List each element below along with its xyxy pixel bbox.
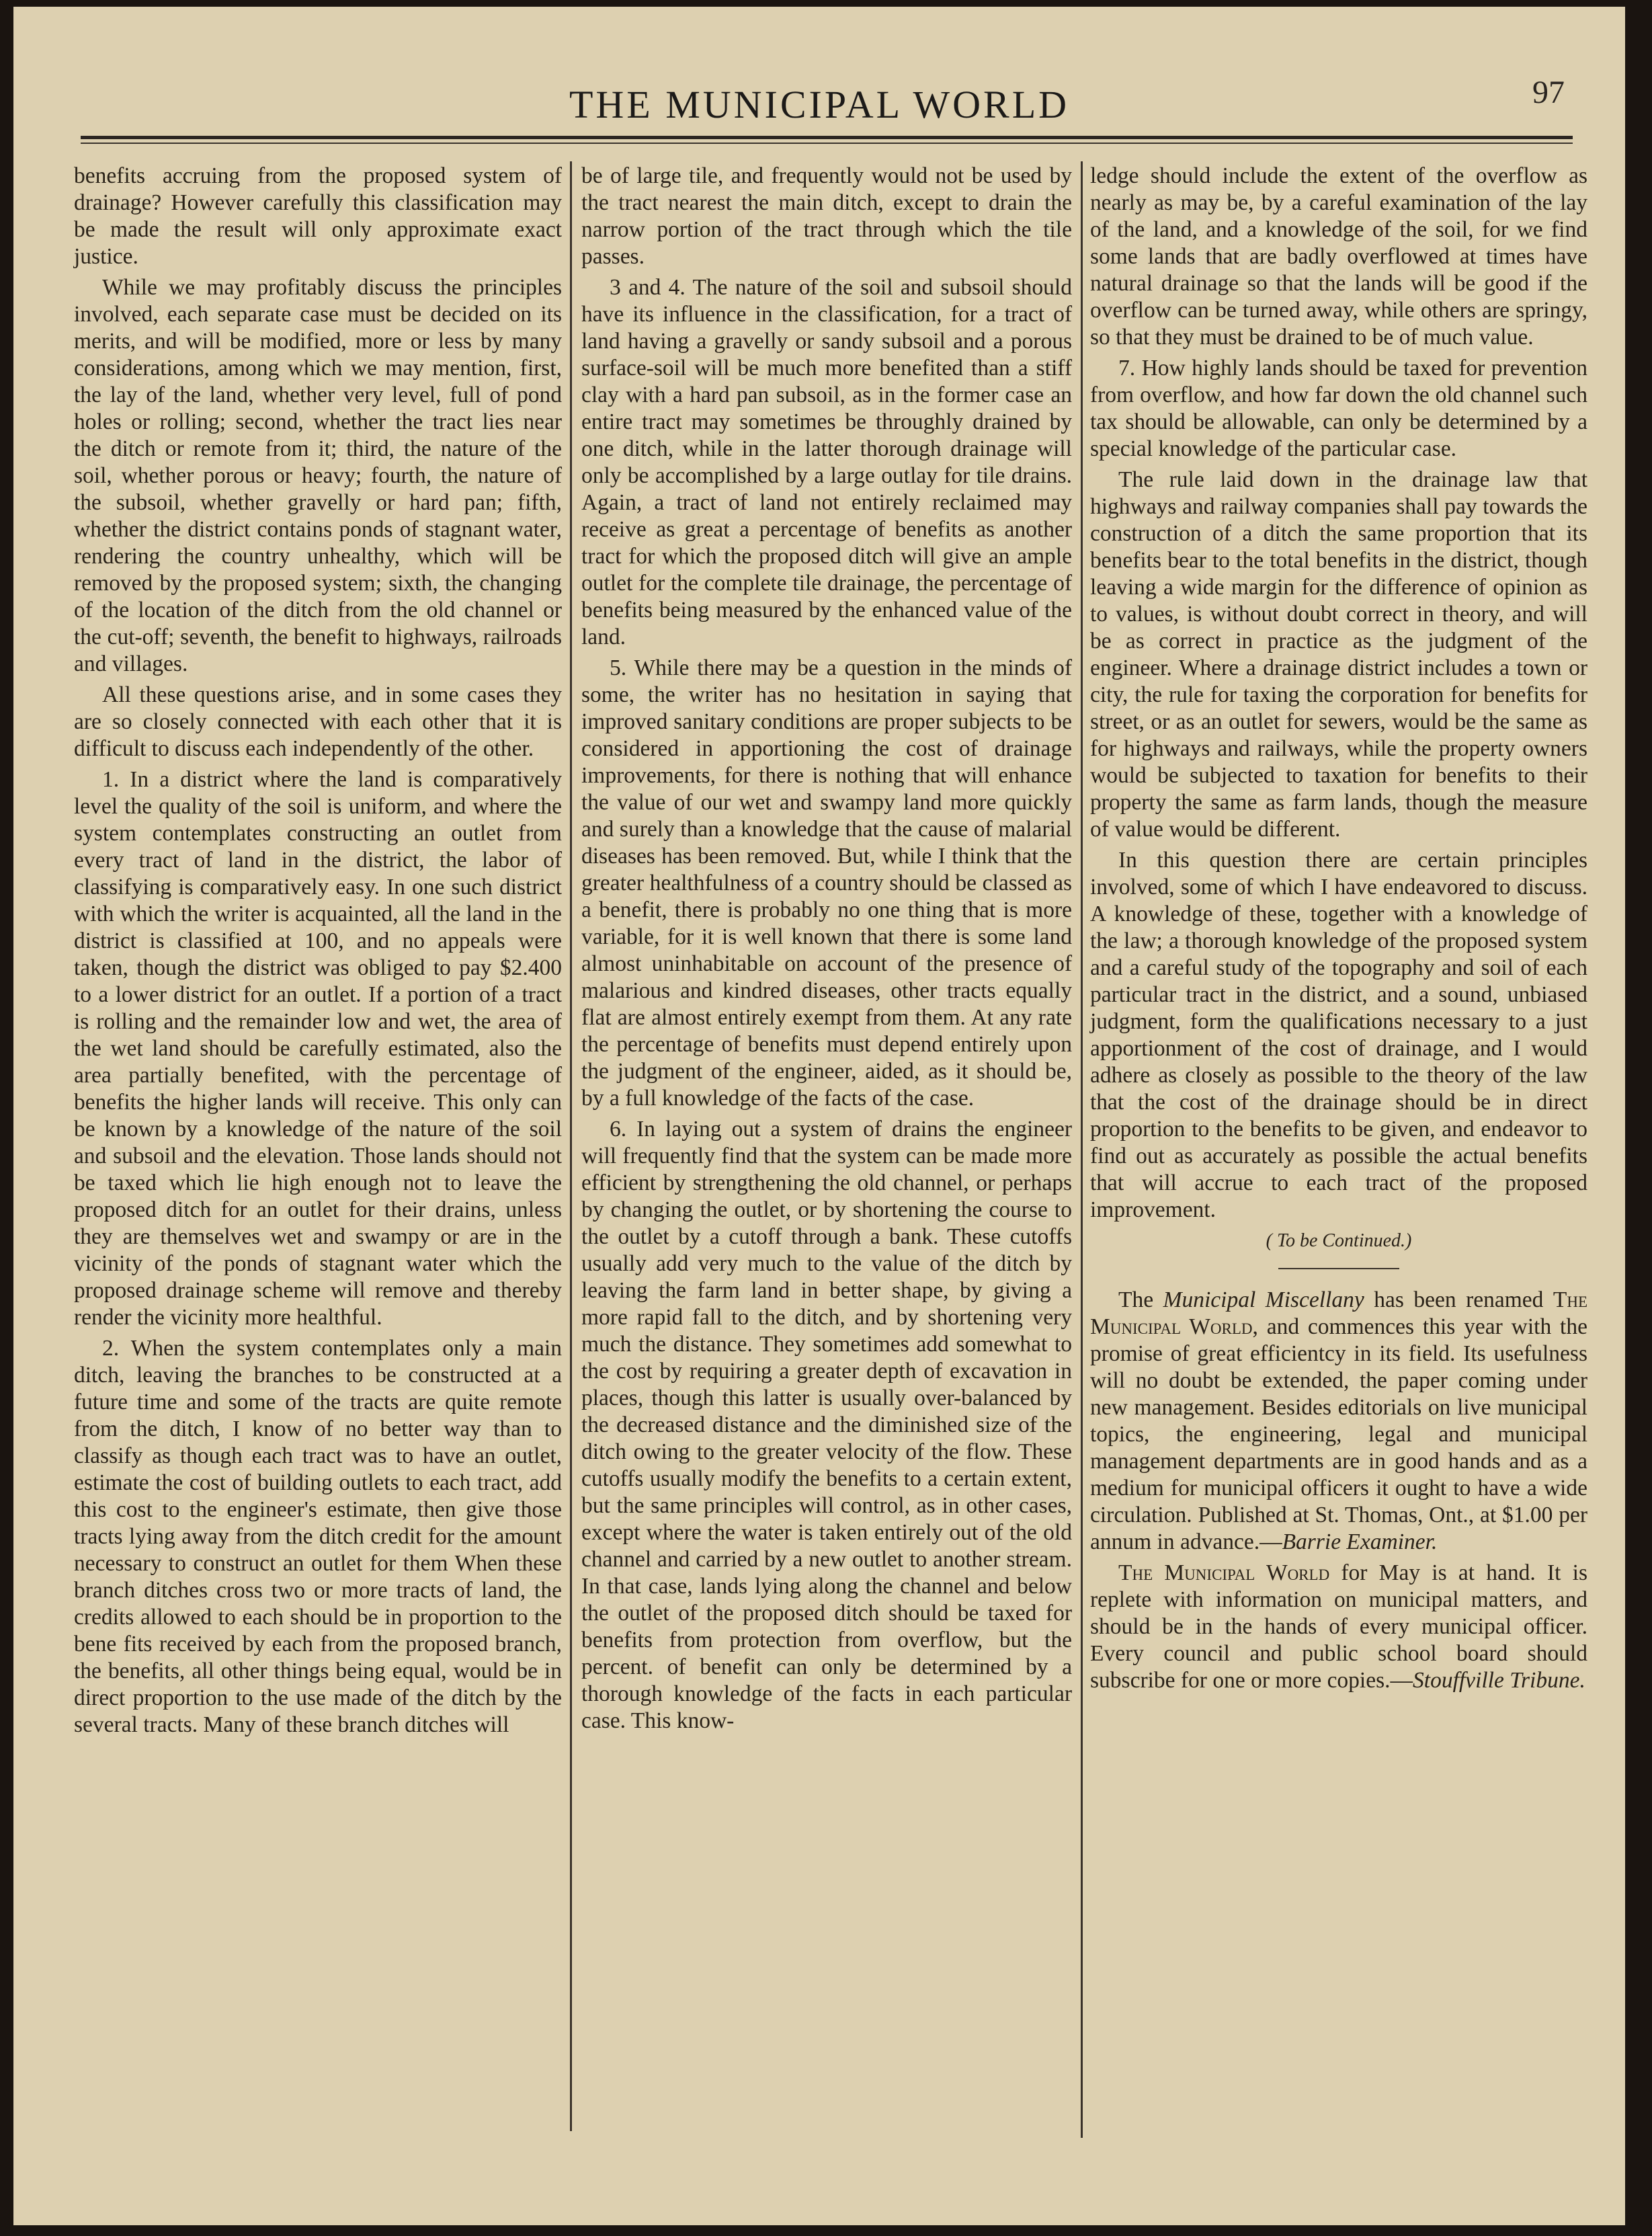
notice-source: Barrie Examiner.	[1282, 1529, 1438, 1554]
section-divider	[1278, 1268, 1399, 1269]
notice-text: for May is at hand. It is replete with information on municipal matters, and should be in the hands of every municipal officer. Every council and public school board should subscribe for one or more copies.—	[1090, 1560, 1587, 1693]
notice-text: The	[1118, 1287, 1163, 1312]
paragraph: While we may profitably discuss the principles involved, each separate case must be decided on its merits, and will be modified, more or less by many considerations, among which we may mention, first, the lay of the land, whether very level, full of pond holes or rolling; second, whether the tract lies near the ditch or remote from it; third, the nature of the soil, whether porous or heavy; fourth, the nature of the subsoil, whether gravelly or hard pan; fifth, whether the district contains ponds of stagnant water, rendering the country unhealthy, which will be removed by the proposed system; sixth, the changing of the location of the ditch from the old channel or the cut-off; seventh, the benefit to highways, railroads and villages.	[74, 275, 562, 676]
page-number: 97	[1532, 75, 1565, 110]
notice-text: , and commences this year with the promise of great efficientcy in its field. Its usefulness will no doubt be extended, the paper coming under new management. Besides editorials on live municipal topics, the engineering, legal and municipal management departments are in good hands and as a medium for municipal officers it ought to have a wide circulation. Published at St. Thomas, Ont., at $1.00 per annum in advance.—	[1090, 1314, 1587, 1554]
press-notice	[1090, 1560, 1587, 1694]
header-rule-thin	[81, 143, 1573, 144]
paragraph: benefits accruing from the proposed system of drainage? However carefully this classification may be made the result will only approximate exact justice.	[74, 163, 562, 269]
article-column-3	[1090, 163, 1587, 1698]
paragraph: 2. When the system contemplates only a main ditch, leaving the branches to be constructed at a future time and some of the tracts are quite remote from the ditch, I know of no better way than to classify as though each tract was to have an outlet, estimate the cost of building outlets to each tract, add this cost to the engineer's estimate, then give those tracts lying away from the ditch credit for the amount necessary to construct an outlet for them When these branch ditches cross two or more tracts of land, the credits allowed to each should be in proportion to the bene fits received by each from the proposed branch, the benefits, all other things being equal, would be in direct proportion to the use made of the ditch by the several tracts. Many of these branch ditches will	[74, 1336, 562, 1737]
header-rule-thick	[81, 136, 1573, 139]
newspaper-page	[13, 7, 1625, 2225]
paragraph: 6. In laying out a system of drains the engineer will frequently find that the system can be made more efficient by strengthening the old channel, or perhaps by changing the outlet, or by shortening the course to the outlet by a cutoff through a bank. These cutoffs usually add very much to the value of the ditch by leaving the farm land in better shape, by giving a more rapid fall to the ditch, and by shortening very much the distance. They sometimes add somewhat to the cost by requiring a greater depth of excavation in places, though this latter is usually over-balanced by the decreased distance and the diminished size of the ditch owing to the greater velocity of the flow. These cutoffs usually modify the benefits to a certain extent, but the same principles will control, as in other cases, except where the water is taken entirely out of the old channel and carried by a new outlet to another stream. In that case, lands lying along the channel and below the outlet of the proposed ditch should be taxed for benefits from protection from overflow, but the percent. of benefit can only be determined by a thorough knowledge of the facts in each particular case. This know-	[581, 1117, 1072, 1733]
notice-text: has been renamed	[1364, 1287, 1553, 1312]
notice-publication-name: Municipal Miscellany	[1163, 1287, 1364, 1312]
paragraph: 1. In a district where the land is comparatively level the quality of the soil is uniform, and where the system contemplates constructing an outlet from every tract of land in the district, the labor of classifying is comparatively easy. In one such district with which the writer is acquainted, all the land in the district is classified at 100, and no appeals were taken, though the district was obliged to pay $2.400 to a lower district for an outlet. If a portion of a tract is rolling and the remainder low and wet, the area of the wet land should be carefully estimated, also the area partially benefited, with the percentage of benefits the higher lands will receive. This only can be known by a knowledge of the nature of the soil and subsoil and the elevation. Those lands should not be taxed which lie high enough not to leave the proposed ditch for an outlet for their drains, unless they are themselves wet and swampy or are in the vicinity of the ponds of stagnant water which the proposed drainage scheme will remove and thereby render the vicinity more healthful.	[74, 767, 562, 1330]
notice-source: Stouffville Tribune.	[1413, 1668, 1585, 1693]
paragraph: 5. While there may be a question in the minds of some, the writer has no hesitation in saying that improved sanitary conditions are proper subjects to be considered in apportioning the cost of drainage improvements, for there is nothing that will enhance the value of our wet and swampy land more quickly and surely than a knowledge that the cause of malarial diseases has been removed. But, while I think that the greater healthfulness of a country should be classed as a benefit, there is probably no one thing that is more variable, for it is well known that there is some land almost uninhabitable on account of the presence of malarious and kindred diseases, other tracts equally flat are almost entirely exempt from them. At any rate the percentage of benefits must depend entirely upon the judgment of the engineer, aided, as it should be, by a full knowledge of the facts of the case.	[581, 655, 1072, 1111]
paragraph: In this question there are certain principles involved, some of which I have endeavored to discuss. A knowledge of these, together with a knowledge of the law; a thorough knowledge of the proposed system and a careful study of the topography and soil of each particular tract in the district, and a sound, unbiased judgment, form the qualifications necessary to a just apportionment of the cost of drainage, and I would adhere as closely as possible to the theory of the law that the cost of the drainage should be in direct proportion to the benefits to be given, and endeavor to find out as accurately as possible the actual benefits that will accrue to each tract of the proposed improvement.	[1090, 848, 1587, 1222]
to-be-continued-note: ( To be Continued.)	[1266, 1230, 1412, 1251]
notice-publication-name: The Municipal World	[1090, 1287, 1587, 1339]
masthead	[13, 67, 1625, 134]
notice-publication-name: The Municipal World	[1118, 1560, 1330, 1585]
column-divider	[1081, 161, 1083, 2138]
paragraph: be of large tile, and frequently would not be used by the tract nearest the main ditch, except to drain the narrow portion of the tract through which the tile passes.	[581, 163, 1072, 269]
paragraph: 3 and 4. The nature of the soil and subsoil should have its influence in the classification, for a tract of land having a gravelly or sandy subsoil and a porous surface-soil will be much more benefited than a stiff clay with a hard pan subsoil, as in the former case an entire tract may sometimes be throughly drained by one ditch, while in the latter thorough drainage will only be accomplished by a large outlay for tile drains. Again, a tract of land not entirely reclaimed may receive as great a percentage of benefits as another tract for which the proposed ditch will give an ample outlet for the complete tile drainage, the percentage of benefits being measured by the enhanced value of the land.	[581, 275, 1072, 649]
paragraph: ledge should include the extent of the overflow as nearly as may be, by a careful examination of the lay of the land, and a knowledge of the soil, for we find some lands that are badly overflowed at times have natural drainage so that the lands will be good if the overflow can be turned away, while others are springy, so that they must be drained to be of much value.	[1090, 163, 1587, 350]
paragraph: 7. How highly lands should be taxed for prevention from overflow, and how far down the old channel such tax should be allowable, can only be determined by a special knowledge of the particular case.	[1090, 356, 1587, 461]
paragraph: All these questions arise, and in some cases they are so closely connected with each other that it is difficult to discuss each independently of the other.	[74, 682, 562, 761]
column-divider	[570, 161, 572, 2131]
article-column-1	[74, 163, 562, 1743]
press-notice	[1090, 1287, 1587, 1556]
publication-title: THE MUNICIPAL WORLD	[569, 83, 1070, 126]
paragraph: The rule laid down in the drainage law that highways and railway companies shall pay towards the construction of a ditch the same proportion that its benefits bear to the total benefits in the district, though leaving a wide margin for the difference of opinion as to values, is without doubt correct in theory, and will be as correct in practice as the judgment of the engineer. Where a drainage district includes a town or city, the rule for taxing the corporation for benefits for street, or as an outlet for sewers, would be the same as for highways and railways, while the property owners would be subjected to taxation for benefits to their property the same as farm lands, though the measure of value would be different.	[1090, 467, 1587, 842]
article-column-2	[581, 163, 1072, 1739]
